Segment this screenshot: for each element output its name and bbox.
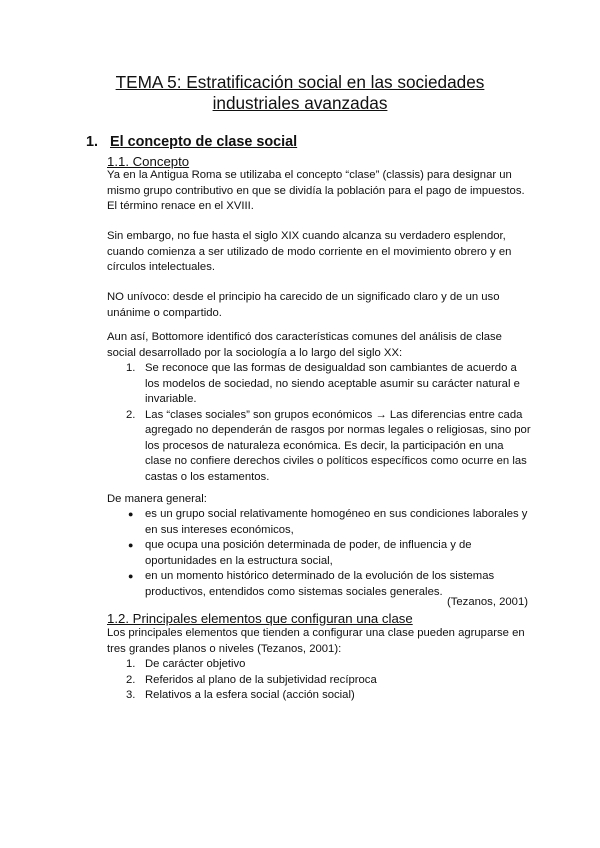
list-item: 1. De carácter objetivo (126, 658, 246, 670)
subsection-1-2-heading: 1.2. Principales elementos que configuran una clase (107, 611, 413, 626)
paragraph-classis: Ya en la Antigua Roma se utilizaba el concepto “clase” (classis) para designar un mismo grupo contributivo en que se dividía la población para el pago de impuestos. El término renace en el XVIII. (107, 169, 525, 212)
title-line-1: TEMA 5: Estratificación social en las sociedades (115, 72, 485, 92)
list-item: 2. Referidos al plano de la subjetividad recíproca (126, 673, 377, 686)
bullet-icon: ● (128, 571, 134, 581)
list-item: 3. Relativos a la esfera social (acción social) (126, 689, 355, 701)
section-1-heading (86, 134, 297, 150)
citation: (Tezanos, 2001) (446, 596, 528, 608)
list-item: 1. Se reconoce que las formas de desigualdad son cambiantes de acuerdo a los modelos de sociedad, no siendo aceptable asumir su carácter natural e invariable. (126, 362, 520, 405)
general-points-list (107, 507, 532, 600)
list-item: 2. Las “clases sociales” son grupos económicos → Las diferencias entre cada agregado no dependerán de rasgos por normas legales o religiosas, sino por los procesos de naturaleza económica. Es decir, la participación en una clase no confiere derechos civiles o políticos específicos como ocurre en las castas o los estamentos. (126, 408, 531, 483)
paragraph-elementos: Los principales elementos que tienden a configurar una clase pueden agruparse en tres grandes planos o niveles (Tezanos, 2001): (107, 627, 525, 655)
elements-list (107, 657, 532, 704)
title-line-2: industriales avanzadas (212, 93, 388, 113)
paragraph-bottomore: Aun así, Bottomore identificó dos características comunes del análisis de clase social desarrollado por la sociología a lo largo del siglo XX: (107, 331, 502, 359)
list-item: ● es un grupo social relativamente homogéneo en sus condiciones laborales y en sus intereses económicos, (128, 508, 528, 536)
bullet-icon: ● (128, 509, 134, 519)
document-title (70, 72, 530, 114)
section-title: El concepto de clase social (110, 134, 298, 150)
paragraph-siglo-xix: Sin embargo, no fue hasta el siglo XIX cuando alcanza su verdadero esplendor, cuando comienza a ser utilizado de modo corriente en el movimiento obrero y en círculos intelectuales. (107, 230, 512, 273)
section-number: 1. (86, 134, 99, 150)
subsection-1-1-heading: 1.1. Concepto (107, 154, 190, 169)
bullet-icon: ● (128, 540, 134, 550)
characteristics-list (107, 361, 532, 485)
general-intro: De manera general: (107, 493, 207, 505)
list-item: ● que ocupa una posición determinada de poder, de influencia y de oportunidades en la estructura social, (128, 539, 472, 567)
paragraph-no-univoco: NO unívoco: desde el principio ha carecido de un significado claro y de un uso unánime o compartido. (107, 291, 500, 319)
list-item: ● en un momento histórico determinado de la evolución de los sistemas productivos, entendidos como sistemas sociales generales. (128, 570, 495, 598)
